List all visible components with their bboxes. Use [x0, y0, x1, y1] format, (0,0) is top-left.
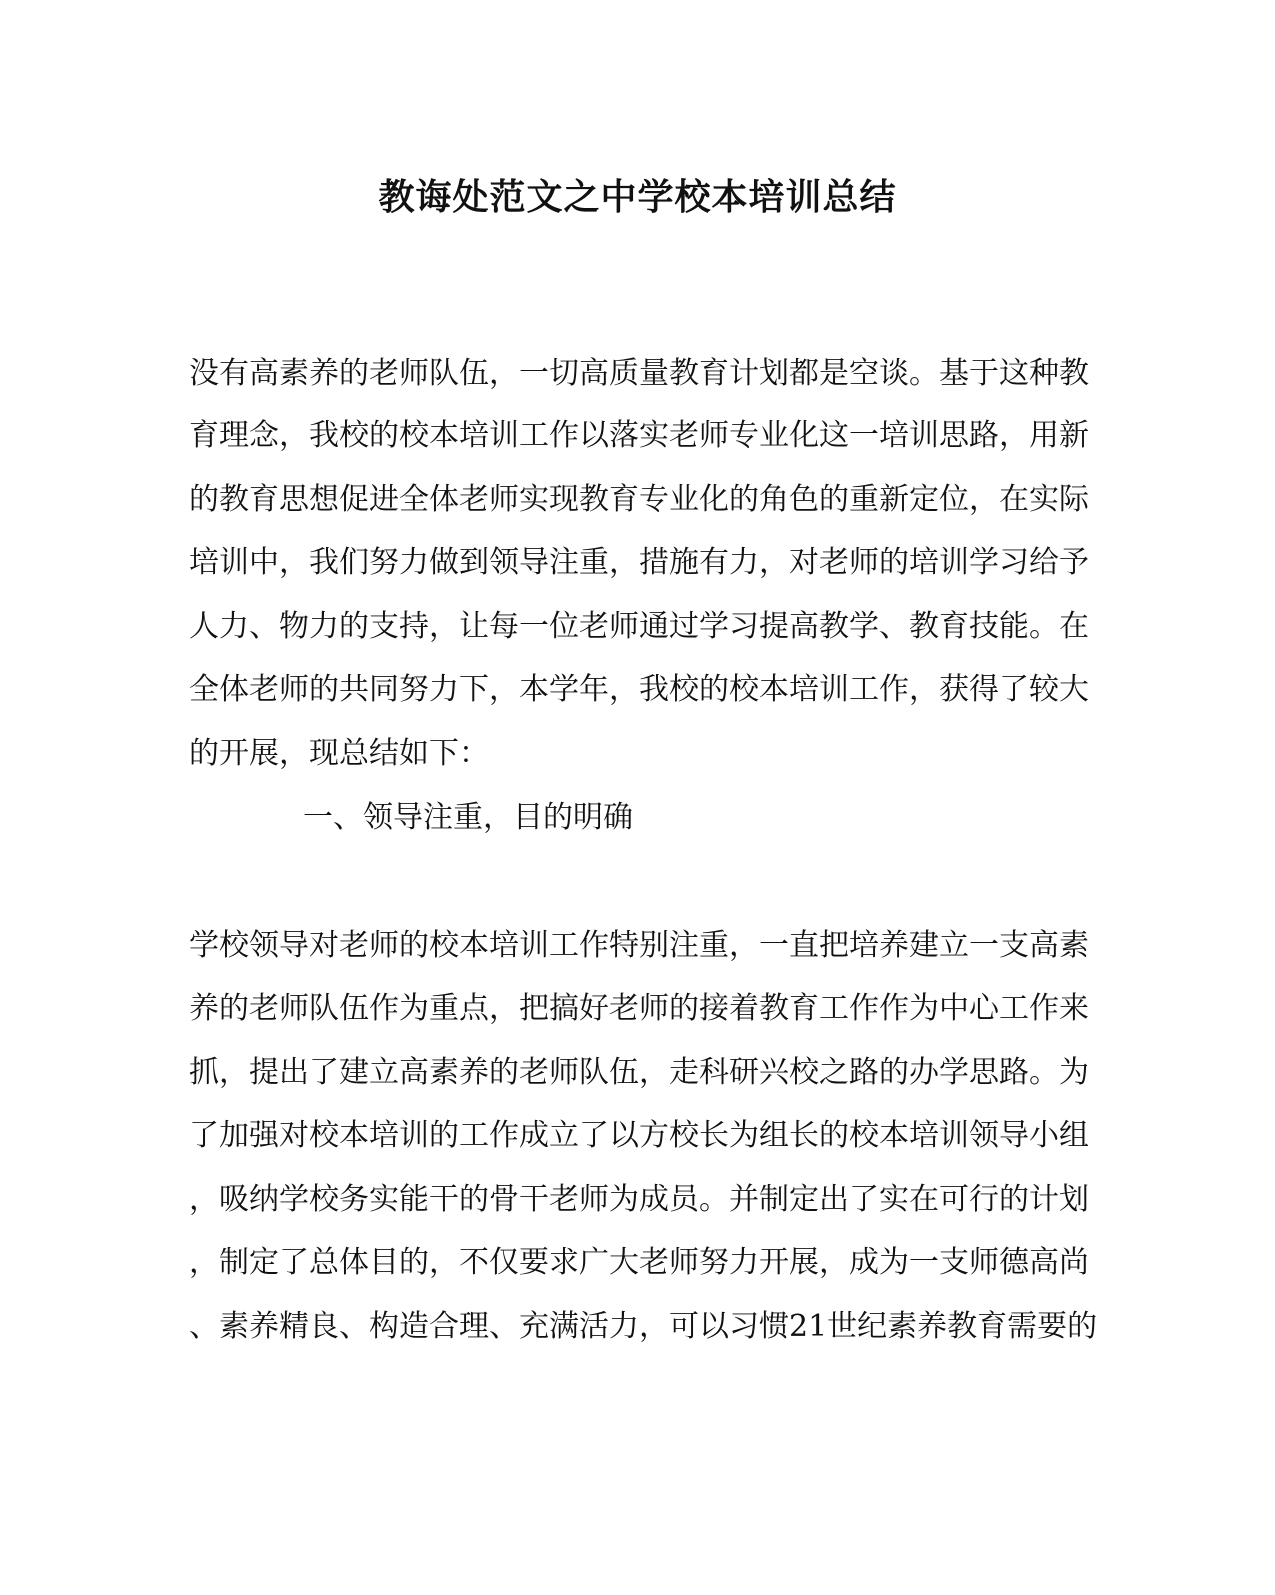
paragraph-1-line-7: 的开展，现总结如下： [189, 736, 489, 771]
paragraph-1-line-1: 没有高素养的老师队伍，一切高质量教育计划都是空谈。基于这种教 [189, 356, 1089, 391]
paragraph-1-line-3: 的教育思想促进全体老师实现教育专业化的角色的重新定位，在实际 [189, 482, 1089, 517]
section-1-heading: 一、领导注重，目的明确 [303, 800, 633, 835]
paragraph-1-line-4: 培训中，我们努力做到领导注重，措施有力，对老师的培训学习给予 [189, 545, 1089, 580]
paragraph-2-line-5: ，吸纳学校务实能干的骨干老师为成员。并制定出了实在可行的计划 [189, 1182, 1089, 1217]
paragraph-2-line-2: 养的老师队伍作为重点，把搞好老师的接着教育工作作为中心工作来 [189, 991, 1089, 1026]
paragraph-2-line-6: ，制定了总体目的，不仅要求广大老师努力开展，成为一支师德高尚 [189, 1245, 1089, 1280]
paragraph-2-line-3: 抓，提出了建立高素养的老师队伍，走科研兴校之路的办学思路。为 [189, 1055, 1089, 1090]
document-title: 教诲处范文之中学校本培训总结 [378, 176, 897, 218]
paragraph-2-line-4: 了加强对校本培训的工作成立了以方校长为组长的校本培训领导小组 [189, 1118, 1089, 1153]
paragraph-1-line-6: 全体老师的共同努力下，本学年，我校的校本培训工作，获得了较大 [189, 672, 1089, 707]
paragraph-2-line-1: 学校领导对老师的校本培训工作特别注重，一直把培养建立一支高素 [189, 928, 1089, 963]
paragraph-2-line-7: 、素养精良、构造合理、充满活力，可以习惯21世纪素养教育需要的 [189, 1309, 1098, 1344]
paragraph-1-line-5: 人力、物力的支持，让每一位老师通过学习提高教学、教育技能。在 [189, 609, 1089, 644]
paragraph-1-line-2: 育理念，我校的校本培训工作以落实老师专业化这一培训思路，用新 [189, 418, 1089, 453]
